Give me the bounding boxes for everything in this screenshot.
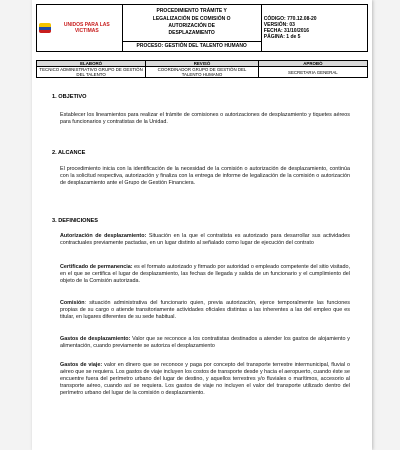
section-title-objetivo: 1. OBJETIVO — [52, 94, 87, 100]
definition-term: Gastos de desplazamiento: — [60, 336, 131, 342]
roles-header: REVISÓ — [146, 61, 259, 67]
roles-header: ELABORÓ — [37, 61, 146, 67]
title-line: DESPLAZAMIENTO — [168, 30, 215, 37]
definition-text: Situación en la que el contratista es autorizado para desarrollar sus actividades contractuales previamente pactadas, en un lugar distinto al señalado como lugar de ejecución del contrato — [60, 233, 350, 247]
document-page — [32, 0, 372, 450]
logo-text: UNIDOS PARA LAS VICTIMAS — [63, 22, 110, 34]
roles-value: COORDINADOR GRUPO DE GESTIÓN DEL TALENTO HUMANO — [146, 67, 259, 78]
document-header — [36, 4, 368, 52]
roles-table — [36, 60, 368, 78]
roles-value: SECRETARIA GENERAL — [258, 67, 367, 78]
title-line: AUTORIZACIÓN DE — [168, 22, 215, 29]
definition-text: Valor que se reconoce a los contratistas destinados a atender los gastos de alojamiento y alimentación, cuando previamente se autoriza el desplazamiento — [60, 336, 351, 350]
definition-term: Certificado de permanencia: — [60, 264, 133, 270]
definition-item — [60, 362, 350, 397]
page-label: PÁGINA: 1 de 5 — [263, 34, 301, 40]
roles-header: APROBÓ — [258, 61, 367, 67]
document-title — [122, 5, 261, 42]
definition-item — [60, 264, 350, 285]
logo — [39, 22, 120, 34]
alcance-text: El procedimiento inicia con la identificación de la necesidad de la comisión o autorización de desplazamiento, continúa con la solicitud respectiva, autorización y finaliza con la entrega de informe de legalización de la comisión o autorización de desplazamiento ante el Grupo de Gestión Financiera. — [60, 166, 350, 187]
logo-cell — [37, 5, 123, 52]
title-line: LEGALIZACIÓN DE COMISIÓN O — [152, 15, 231, 22]
definition-text: es el formato autorizado y firmado por autoridad o empleado competente del sitio visitado, en el que se certifica el lugar de desplazamiento, las fechas de llegada y salida de un funcionario y el cumplimiento del objeto de la Comisión autorizada. — [60, 264, 350, 285]
definition-term: Comisión — [60, 300, 85, 306]
definition-item — [60, 233, 350, 247]
definition-term: Autorización de desplazamiento: — [60, 233, 147, 239]
process-label: PROCESO: GESTIÓN DEL TALENTO HUMANO — [122, 41, 261, 51]
date-label: FECHA: 31/10/2016 — [263, 28, 310, 34]
definition-text: valor en dinero que se reconoce y paga por concepto del transporte terrestre intermunicipal, fluvial o aéreo que se requiera. Los gastos de viaje incluyen los costos de transporte desde y hacia el aeropuerto, cuando éste se encuentre fuera del perímetro urbano del lugar de destino, y aquellos terrestres y/o fluviales o marítimos, accesorio al transporte aéreo, cuando así se requiera. Los gastos de viaje no incluyen el valor del transporte utilizado dentro del perímetro urbano del lugar de la comisión o desplazamiento. — [60, 362, 350, 397]
objetivo-text: Establecer los lineamientos para realizar el trámite de comisiones o autorizaciones de desplazamiento y tiquetes aéreos para funcionarios y contratistas de la Unidad. — [60, 112, 350, 126]
version-label: VERSIÓN: 03 — [263, 22, 295, 28]
coat-of-arms-icon — [39, 23, 51, 33]
definition-item — [60, 336, 350, 350]
document-meta — [261, 5, 367, 52]
section-title-definiciones: 3. DEFINICIONES — [52, 218, 99, 224]
definition-term: Gastos de viaje: — [60, 362, 103, 368]
code-label: CÓDIGO: 770.12.08-20 — [263, 16, 317, 22]
roles-value: TECNICO ADMINISTRATIVO GRUPO DE GESTIÓN DEL TALENTO — [37, 67, 146, 78]
section-title-alcance: 2. ALCANCE — [52, 150, 86, 156]
definition-text: : situación administrativa del funcionario quien, previa autorización, ejerce temporalmente las funciones propias de su cargo o atiende transitoriamente actividades oficiales distintas a las inherentes a las del empleo que es titular, en lugares diferentes de su sede habitual. — [60, 300, 350, 321]
title-line: PROCEDIMIENTO TRÁMITE Y — [156, 8, 227, 15]
definition-item — [60, 300, 350, 321]
